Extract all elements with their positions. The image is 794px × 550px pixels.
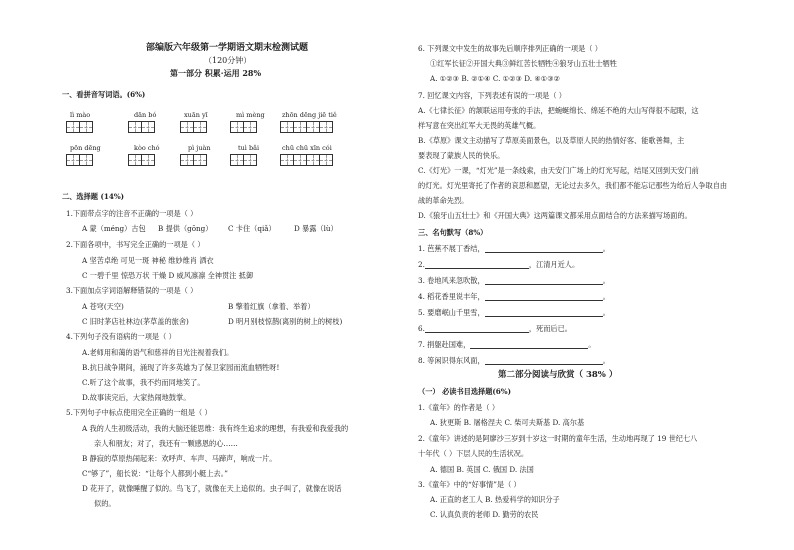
pinyin-2: dān bó: [134, 111, 157, 119]
pinyin-4: mì mèng: [236, 111, 265, 119]
q1-option-d: D 暴露（lù）: [294, 224, 338, 233]
blank-8[interactable]: [485, 357, 603, 365]
r-q3-options-ab: A. 正直的老工人 B. 热爱科学的知识分子: [430, 495, 560, 504]
subsection1-heading: （一） 必读书目选择题(6%): [418, 387, 512, 396]
poem-line-5-text: 5. 要磨岷山千里雪，: [418, 308, 485, 317]
q6: 6. 下列课文中发生的故事先后顺序排列正确的一项是（ ）: [418, 44, 602, 53]
r-q1: 1.《童年》的作者是（ ）: [418, 403, 500, 412]
q4: 4.下列句子没有语病的一项是（ ）: [66, 332, 176, 341]
answer-grid-5[interactable]: [280, 121, 333, 133]
blank-3[interactable]: [485, 277, 603, 285]
q7-b-line2: 要表现了蒙族人民的快乐。: [418, 151, 505, 160]
blank-2[interactable]: [425, 261, 529, 269]
section1-heading: 一、看拼音写词语。(6%): [62, 90, 146, 99]
answer-grid-2[interactable]: [128, 121, 155, 133]
q7-c-line3: 战的革命先烈。: [418, 196, 469, 205]
blank-4[interactable]: [485, 293, 603, 301]
q3-option-a: A 苍穹(天空): [82, 302, 124, 311]
q5-option-a-line2: 亲人和朋友；对了，我还有一颗感恩的心……: [94, 439, 238, 448]
q5-option-c: C“够了”，船长说：“让每个人都到小艇上去。”: [82, 469, 228, 478]
r-q3-options-cd: C. 认真负责的老师 D. 勤劳的农民: [430, 510, 539, 519]
q5-option-d-line2: 似的。: [94, 499, 116, 508]
poem-line-2: [418, 260, 579, 269]
pinyin-7: kòo chó: [134, 144, 160, 152]
poem-line-2-text: ，江清月近人。: [528, 260, 580, 269]
q7-d: D.《狼牙山五壮士》和《开国大典》这两篇课文都采用点面结合的方法来描写场面的。: [418, 211, 692, 220]
answer-grid-9[interactable]: [230, 154, 257, 166]
pinyin-1: lì mào: [70, 111, 91, 119]
q4-option-b: B.抗日战争期间，涌现了许多英雄为了保卫家园而流血牺牲呀!: [82, 363, 280, 372]
poem-line-6-text: ，死而后已。: [528, 324, 572, 333]
poem-line-3-text: 3. 卷地风来忽吹散，: [418, 276, 485, 285]
blank-7[interactable]: [470, 341, 588, 349]
q7-c-line1: C.《灯光》一课，“灯光”是一条线索，由天安门广场上的灯光写起，结尾又回到天安门前: [418, 166, 699, 175]
q4-option-a: A.老师用和蔼的语气和慈祥的目光注视着我们。: [82, 348, 234, 357]
section2-heading: 二、选择题 (14%): [62, 192, 125, 201]
q3-option-c: C 旧时茅店社林边(茅草盖的旅舍): [82, 317, 189, 326]
q5-option-b: B 静寂的草原热闹起来：欢呼声、车声、马蹄声，响成一片。: [82, 454, 277, 463]
r-q1-options: A. 狄更斯 B. 屠格涅夫 C. 柴可夫斯基 D. 高尔基: [430, 418, 585, 427]
q7: 7. 回忆课文内容，下列表述有误的一项是（ ）: [418, 91, 566, 100]
pinyin-10: chū chū xīn cói: [282, 144, 332, 152]
answer-grid-7[interactable]: [128, 154, 155, 166]
q7-a-line2: 样写意在突出红军大无畏的英雄气概。: [418, 121, 541, 130]
blank-6[interactable]: [425, 325, 529, 333]
part1-heading: 第一部分 积累·运用 28%: [170, 68, 262, 78]
q6-items: ①红军长征②开国大典③鲜红苦长牺牲④狼牙山五壮士牺牲: [430, 59, 617, 68]
r-q2-line1: 2.《童年》讲述的是阿廖沙三岁到十岁这一时期的童年生活，生动地再现了 19 世纪七八: [418, 434, 698, 443]
pinyin-6: pōn dēng: [70, 144, 101, 152]
answer-grid-6[interactable]: [66, 154, 93, 166]
r-q2-options: A. 德国 B. 英国 C. 俄国 D. 法国: [430, 465, 534, 474]
q5: 5.下列句子中标点使用完全正确的一组是（ ）: [66, 408, 212, 417]
r-q2-line2: 十年代（ ）下层人民的生活状况。: [418, 449, 529, 458]
q1: 1.下面带点字的注音不正确的一项是（ ）: [66, 209, 198, 218]
poem-line-6: [418, 324, 572, 333]
poem-line-7-text: 7. 捐躯赴国难，: [418, 340, 471, 349]
q7-c-line2: 的灯光。灯光里寄托了作者的哀思和愿望，无论过去多久，我们都不能忘记那些为给后人争取自由: [418, 181, 728, 190]
poem-line-3: 3. 卷地风来忽吹散， 。: [418, 276, 610, 285]
q3: 3.下面加点字词语解释错误的一项是（ ）: [66, 286, 198, 295]
q2: 2.下面各项中，书写完全正确的一项是（ ）: [66, 240, 205, 249]
poem-line-6-num: 6.: [418, 324, 425, 333]
answer-grid-3[interactable]: [180, 121, 207, 133]
q2-options-ab: A 坚苦卓绝 可见一斑 神秘 维妙维肖 洒衣: [82, 256, 214, 265]
part2-heading: 第二部分阅读与欣赏（ 38% ）: [498, 370, 618, 380]
q3-option-b: B 擎着红旗（拿着、举着）: [228, 302, 315, 311]
poem-line-1: 1. 芭蕉不展丁香结， 。: [418, 244, 610, 253]
section3-heading: 三、名句默写（8%）: [418, 228, 488, 237]
pinyin-9: tuì bǎi: [238, 144, 260, 152]
q4-option-c: C.听了这个故事，我不约而同地笑了。: [82, 378, 205, 387]
poem-line-5: 5. 要磨岷山千里雪， 。: [418, 308, 610, 317]
exam-duration: （120分钟）: [204, 56, 252, 65]
q1-option-b: B 提供（gōng）: [158, 224, 213, 233]
q7-b-line1: B.《草原》课文主动描写了草原美面景色，以及草原人民的热情好客、能歌善舞，主: [418, 136, 685, 145]
pinyin-5: zhōn dēng jiē tiě: [282, 111, 337, 119]
poem-line-2-num: 2.: [418, 260, 425, 269]
poem-line-7: 7. 捐躯赴国难， 。: [418, 340, 596, 349]
answer-grid-10[interactable]: [280, 154, 333, 166]
exam-title: 部编版六年级第一学期语文期末检测试题: [146, 43, 309, 53]
answer-grid-1[interactable]: [66, 121, 93, 133]
poem-line-8: 8. 等闲识得东风面， 。: [418, 356, 610, 365]
q1-option-c: C 卡住（qiǎ）: [228, 224, 276, 233]
q5-option-a-line1: A 我的人生初级活动，我的大脑还能思维：我有终生追求的理想，有我爱和我爱我的: [82, 424, 349, 433]
q2-options-cd: C 一碧千里 惊恐万状 干燥 D 威风凛凛 全神贯注 抵御: [82, 271, 254, 280]
poem-line-4: 4. 稻花香里说丰年， 。: [418, 292, 610, 301]
r-q3: 3.《童年》中的“好事情”是（ ）: [418, 480, 521, 489]
q4-option-d: D.故事读完后，大家热闹地鼓掌。: [82, 393, 191, 402]
q6-options: A. ①②③ B. ②①④ C. ①②③ D. ④①③②: [430, 74, 561, 83]
pinyin-3: xuān yī: [184, 111, 208, 119]
q1-option-a: A 蒙（méng）古包: [82, 224, 146, 233]
q5-option-d-line1: D 花开了，就像睡醒了似的。鸟飞了，就像在天上追似的。虫子叫了，就像在说话: [82, 484, 342, 493]
poem-line-4-text: 4. 稻花香里说丰年，: [418, 292, 485, 301]
blank-5[interactable]: [485, 309, 603, 317]
pinyin-8: pì juàn: [188, 144, 211, 152]
blank-1[interactable]: [485, 245, 603, 253]
poem-line-1-text: 1. 芭蕉不展丁香结，: [418, 244, 485, 253]
q7-a-line1: A.《七律长征》的颔联运用夸张的手法，把蜿蜒绵长、绵延不绝的大山写得很不起眼，这: [418, 106, 699, 115]
answer-grid-8[interactable]: [180, 154, 207, 166]
poem-line-8-text: 8. 等闲识得东风面，: [418, 356, 485, 365]
answer-grid-4[interactable]: [230, 121, 257, 133]
q3-option-d: D 明月别枝惊鹊(离别的树上的树枝): [228, 317, 343, 326]
